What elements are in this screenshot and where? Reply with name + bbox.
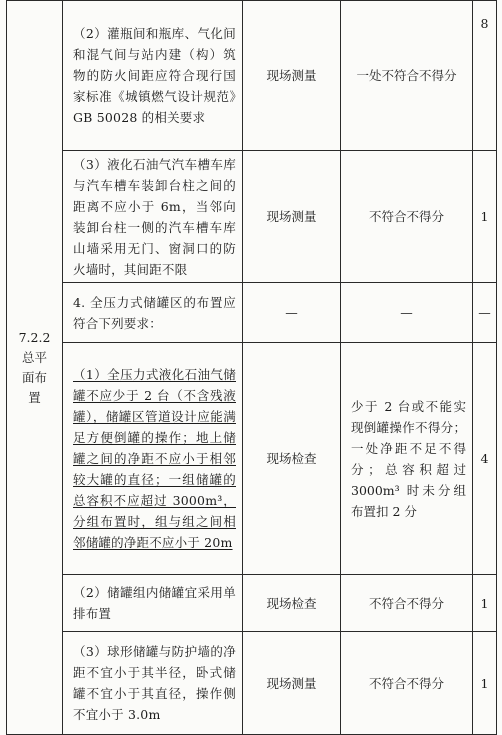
points-cell: 1 [473, 632, 497, 735]
scoring-cell: 不符合不得分 [341, 575, 473, 632]
requirement-cell: （2）灌瓶间和瓶库、气化间和混气间与站内建（构）筑物的防火间距应符合现行国家标准《城镇燃气设计规范》GB 50028 的相关要求 [63, 1, 243, 151]
table-row [7, 575, 497, 632]
requirement-cell: （2）储罐组内储罐宜采用单排布置 [63, 575, 243, 632]
scoring-cell: 一处不符合不得分 [341, 1, 473, 151]
requirement-cell: （1）全压力式液化石油气储罐不应少于 2 台（不含残液罐），储罐区管道设计应能满足方便倒罐的操作；地上储罐之间的净距不应小于相邻较大罐的直径；一组储罐的总容积不应超过 3000m³，分组布置时，组与组之间相邻储罐的净距不应小于 20m [63, 343, 243, 575]
table-row [7, 151, 497, 283]
method-cell: 现场测量 [243, 632, 341, 735]
points-cell: — [473, 283, 497, 343]
method-cell: 现场检查 [243, 343, 341, 575]
scoring-cell: 不符合不得分 [341, 632, 473, 735]
points-cell: 4 [473, 343, 497, 575]
evaluation-table [6, 0, 497, 735]
requirement-cell: （3）液化石油气汽车槽车库与汽车槽车装卸台柱之间的距离不应小于 6m，当邻向装卸台柱一侧的汽车槽车库山墙采用无门、窗洞口的防火墙时，其间距不限 [63, 151, 243, 283]
points-cell: 1 [473, 151, 497, 283]
method-cell: 现场测量 [243, 151, 341, 283]
points-cell: 1 [473, 575, 497, 632]
scoring-cell: 少于 2 台或不能实现倒罐操作不得分；一处净距不足不得分；总容积超过 3000m³ 时未分组布置扣 2 分 [341, 343, 473, 575]
table-row [7, 343, 497, 575]
method-cell: 现场检查 [243, 575, 341, 632]
scoring-cell: 不符合不得分 [341, 151, 473, 283]
method-cell: — [243, 283, 341, 343]
method-cell: 现场测量 [243, 1, 341, 151]
table-row [7, 1, 497, 151]
points-cell: 8 [473, 1, 497, 151]
clause-cell [7, 1, 63, 735]
table-row [7, 632, 497, 735]
clause-number: 7.2.2 [18, 330, 51, 345]
requirement-cell: 4. 全压力式储罐区的布置应符合下列要求： [63, 283, 243, 343]
requirement-cell: （3）球形储罐与防护墙的净距不宜小于其半径，卧式储罐不宜小于其直径，操作侧不宜小于 3.0m [63, 632, 243, 735]
clause-title: 总平面布置 [21, 350, 47, 405]
table-row [7, 283, 497, 343]
scoring-cell: — [341, 283, 473, 343]
